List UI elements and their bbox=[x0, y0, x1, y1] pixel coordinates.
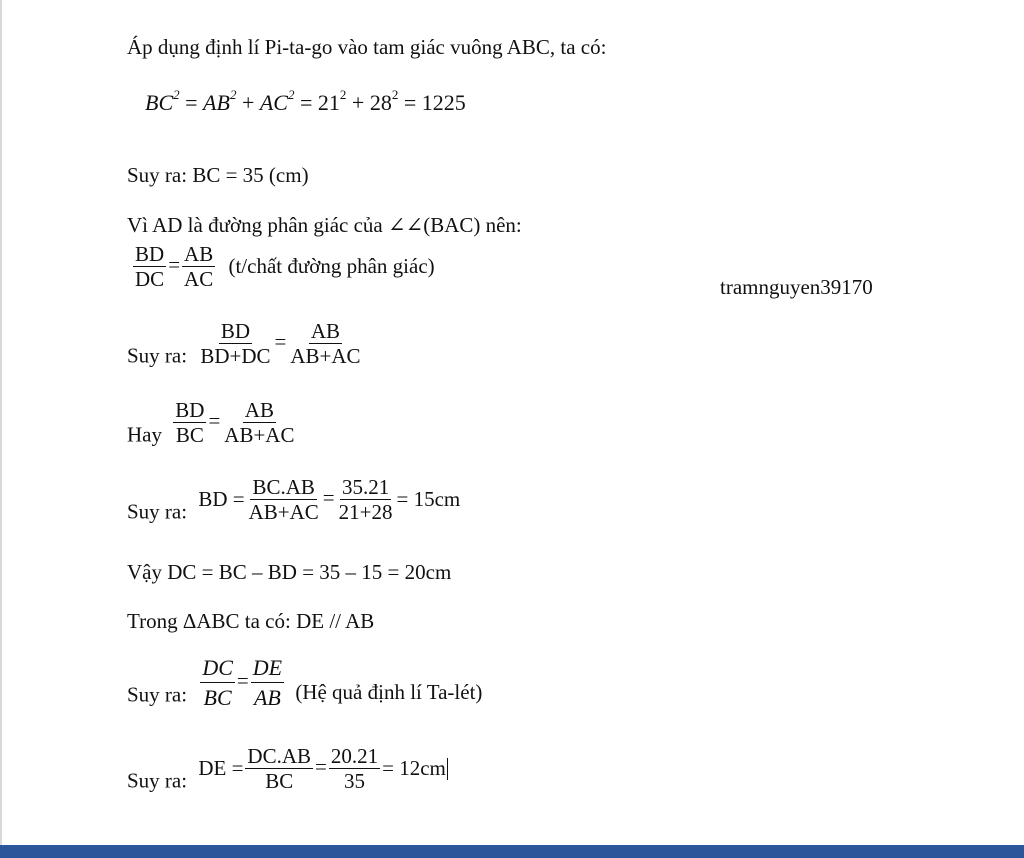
bc-result: Suy ra: BC = 35 (cm) bbox=[127, 163, 309, 187]
fraction-ab-abplusac: $\frac{AB}{AB+AC}$ bbox=[290, 319, 361, 369]
equals: = bbox=[294, 90, 318, 115]
bisector-intro: Vì AD là đường phân giác của ∠∠(BAC) nên: bbox=[127, 213, 522, 237]
ratio-bisector bbox=[131, 243, 435, 290]
step-label: Suy ra: bbox=[127, 768, 188, 793]
triangle-note: Trong ΔABC ta có: DE // AB bbox=[127, 609, 375, 633]
page-left-border bbox=[0, 0, 2, 845]
fraction-bd-dc: $\frac{BD}{DC}$ bbox=[135, 242, 165, 292]
step-bd-over-bd-plus-dc bbox=[127, 320, 365, 368]
text-cursor bbox=[447, 758, 448, 780]
exponent: 2 bbox=[229, 86, 237, 102]
equals: = bbox=[168, 252, 181, 277]
step-label: Suy ra: bbox=[127, 682, 188, 707]
step-thales bbox=[127, 656, 482, 709]
step-label: Suy ra: bbox=[127, 343, 188, 368]
plus: + bbox=[346, 90, 370, 115]
step-label: Hay bbox=[127, 422, 162, 447]
exponent: 2 bbox=[173, 86, 180, 102]
fraction-dcab-bc: $\frac{DC.AB}{BC}$ bbox=[247, 744, 312, 794]
status-bar bbox=[0, 845, 1024, 858]
author-watermark: tramnguyen39170 bbox=[720, 275, 873, 299]
equals: = bbox=[236, 668, 249, 693]
result-15cm: = 15cm bbox=[396, 487, 461, 512]
term-ab: AB bbox=[203, 90, 230, 115]
fraction-3521-2128: $\frac{35.21}{21+28}$ bbox=[338, 475, 393, 525]
fraction-2021-35: $\frac{20.21}{35}$ bbox=[330, 744, 379, 794]
lhs-de: DE = bbox=[198, 756, 244, 781]
fraction-ab-abplusac: $\frac{AB}{AB+AC}$ bbox=[224, 398, 295, 448]
step-de-value bbox=[127, 745, 448, 793]
equals: = bbox=[315, 754, 327, 779]
exponent: 2 bbox=[287, 86, 295, 102]
fraction-de-ab: $\frac{DE}{AB}$ bbox=[252, 655, 283, 711]
bisector-property-note: (t/chất đường phân giác) bbox=[228, 254, 435, 279]
step-label: Suy ra: bbox=[127, 499, 188, 524]
fraction-ab-ac: $\frac{AB}{AC}$ bbox=[184, 242, 214, 292]
intro-text: Áp dụng định lí Pi-ta-go vào tam giác vuông ABC, ta có: bbox=[127, 35, 607, 59]
equals: = bbox=[179, 90, 204, 115]
thales-note: (Hệ quả định lí Ta-lét) bbox=[295, 680, 483, 705]
equals: = bbox=[322, 485, 335, 510]
step-bd-value bbox=[127, 476, 460, 524]
term-ac: AC bbox=[259, 90, 288, 115]
number-28: 28 bbox=[369, 90, 392, 115]
lhs-bd: BD = bbox=[198, 487, 245, 512]
plus: + bbox=[236, 90, 260, 115]
term-bc: BC bbox=[145, 90, 174, 115]
dc-result: Vậy DC = BC – BD = 35 – 15 = 20cm bbox=[127, 560, 452, 584]
equals: = bbox=[274, 329, 287, 354]
number-21: 21 bbox=[317, 90, 340, 115]
step-bd-over-bc bbox=[127, 399, 298, 447]
result-1225: 1225 bbox=[421, 90, 466, 115]
pythagoras-equation bbox=[145, 86, 466, 116]
fraction-bd-bc: $\frac{BD}{BC}$ bbox=[175, 398, 205, 448]
exponent: 2 bbox=[391, 86, 399, 102]
equals: = bbox=[208, 408, 221, 433]
result-12cm: = 12cm bbox=[382, 756, 446, 781]
fraction-dc-bc: $\frac{DC}{BC}$ bbox=[202, 655, 233, 711]
fraction-bcab-abplusac: $\frac{BC.AB}{AB+AC}$ bbox=[248, 475, 319, 525]
fraction-bd-bdplusdc: $\frac{BD}{BD+DC}$ bbox=[200, 319, 271, 369]
exponent: 2 bbox=[339, 86, 347, 102]
equals: = bbox=[398, 90, 422, 115]
